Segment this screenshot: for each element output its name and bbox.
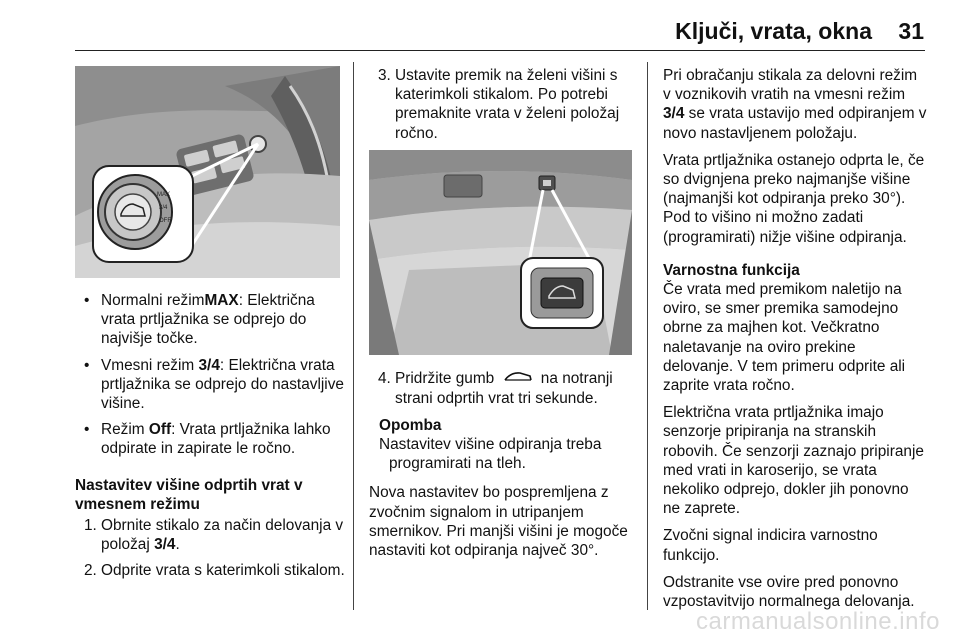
step-1: 1. Obrnite stikalo za način delovanja v položaj 3/4. xyxy=(84,517,344,554)
svg-text:3/4: 3/4 xyxy=(159,205,168,211)
page-header xyxy=(0,0,960,58)
step-4: 4. Pridržite gumb na notranji strani odprtih vrat tri sekunde. xyxy=(378,370,613,407)
subheading-safety: Varnostna funkcija xyxy=(663,261,800,279)
bullet-dot: • xyxy=(84,356,90,374)
tailgate-illustration xyxy=(369,150,632,355)
note-line-1: Nastavitev višine odpiranja treba xyxy=(379,435,602,453)
paragraph-new-setting: Nova nastavitev bo pospremljena z zvočnim signalom in utripanjem smernikov. Pri manjši višini je mogoče nastaviti kot odpiranja največ 30°. xyxy=(369,484,628,559)
paragraph-sensors: Električna vrata prtljažnika imajo senzorje pripiranja na stranskih robovih. Če senzorji zaznajo pripiranje med vrati in karoserijo, se vrata nekoliko odprejo, dokler jih ponovno ne zaprete. xyxy=(663,404,924,518)
paragraph-switch-turn: Pri obračanju stikala za delovni režim v voznikovih vratih na vmesni režim 3/4 se vrata ustavijo med odpiranjem v novo nastavljenem položaju. xyxy=(663,67,927,142)
column-divider-2 xyxy=(647,62,648,610)
subheading-intermediate-height: Nastavitev višine odprtih vrat v vmesnem režimu xyxy=(75,476,303,513)
bullet-item-3-4: • Vmesni režim 3/4: Električna vrata prtljažnika se odprejo do nastavljive višine. xyxy=(84,356,344,413)
section-title: Ključi, vrata, okna xyxy=(675,18,872,44)
step-2: 2. Odprite vrata s katerimkoli stikalom. xyxy=(84,562,345,580)
bullet-dot: • xyxy=(84,421,90,439)
column-3 xyxy=(663,66,929,619)
bullet-item-max: • Normalni režimMAX: Električna vrata prtljažnika se odprejo do najvišje točke. xyxy=(84,292,315,348)
svg-text:OFF: OFF xyxy=(159,218,171,224)
note-heading: Opomba xyxy=(379,416,442,434)
header-rule xyxy=(75,50,925,51)
figure-door-switch xyxy=(75,66,340,278)
column-divider-1 xyxy=(353,62,354,610)
paragraph-audio-signal: Zvočni signal indicira varnostno funkcijo. xyxy=(663,527,878,564)
column-1 xyxy=(75,291,345,588)
page-number: 31 xyxy=(898,18,924,44)
bullet-item-off: • Režim Off: Vrata prtljažnika lahko odpirate in zapirate le ročno. xyxy=(84,421,331,458)
paragraph-min-height: Vrata prtljažnika ostanejo odprta le, če so dvignjena preko najmanjše višine (najmanjši kot odpiranja preko 30°). Pod to višino ni možno zadati (programirati) nižje višine odpiranja. xyxy=(663,151,925,246)
watermark: carmanualsonline.info xyxy=(696,608,940,635)
step-3: 3. Ustavite premik na želeni višini s katerimkoli stikalom. Po potrebi premaknite vrata v želeni položaj ročno. xyxy=(378,67,620,142)
paragraph-remove-obstacles: Odstranite vse ovire pred ponovno vzpostavitvijo normalnega delovanja. xyxy=(663,573,915,611)
column-2-lower xyxy=(369,369,637,568)
paragraph-obstacle: Če vrata med premikom naletijo na oviro, se smer premika samodejno obrne za majhen kot. Večkratno naletavanje na oviro prekine delovanje. V tem primeru odprite ali zaprite vrata ročno. xyxy=(663,281,906,395)
figure-tailgate-button xyxy=(369,150,632,355)
door-switch-illustration xyxy=(75,66,340,278)
note-line-2: programirati na tleh. xyxy=(389,455,526,473)
tailgate-icon xyxy=(503,369,533,388)
bullet-dot: • xyxy=(84,292,90,309)
svg-text:MAX: MAX xyxy=(157,192,171,198)
column-2 xyxy=(369,66,637,150)
